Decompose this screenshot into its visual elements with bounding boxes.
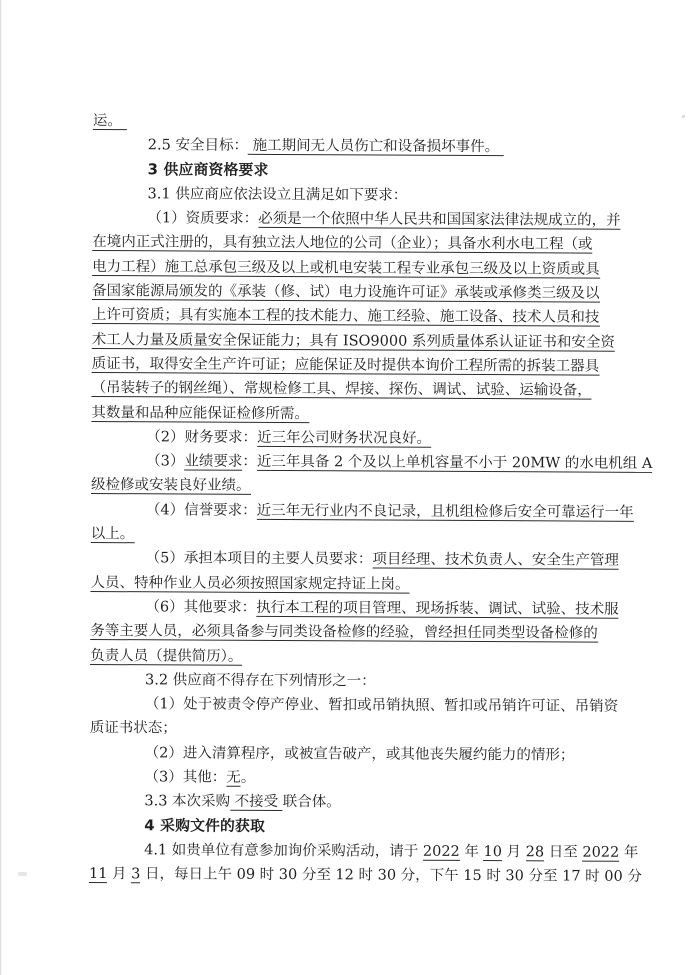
text-line xyxy=(93,133,623,160)
underlined-text: 在境内正式注册的，具有独立法人地位的公司（企业）；具备水利水电工程（或 xyxy=(92,234,593,254)
text-line xyxy=(91,425,621,452)
underlined-text: 28 xyxy=(525,844,545,861)
underlined-text: 2022 xyxy=(582,844,620,861)
underlined-text: 10 xyxy=(483,843,503,861)
underlined-text: 业绩要求 xyxy=(184,453,243,470)
text-segment: 3 供应商资格要求 xyxy=(147,160,269,179)
text-segment: （2）财务要求： xyxy=(146,429,258,446)
underlined-text: 上许可资质；具有实施本工程的技术能力、施工经验、施工设备、技术人员和技 xyxy=(91,307,600,327)
text-segment: 联合体。 xyxy=(282,794,341,811)
text-line xyxy=(92,255,622,282)
text-segment: 3.2 供应商不得存在下列情形之一： xyxy=(144,672,376,690)
text-line xyxy=(90,619,620,646)
text-line xyxy=(92,303,622,330)
text-segment: （3）其他： xyxy=(144,769,227,786)
text-line xyxy=(91,546,621,573)
underlined-text: 近三年无行业内不良记录，且机组检修后安全可靠运行一年 xyxy=(256,502,634,521)
text-line xyxy=(92,182,622,209)
underlined-text: 术工人力量及质量安全保证能力；具有 ISO9000 系列质量体系认证证书和安全资 xyxy=(91,331,615,351)
text-segment: （4）信誉要求： xyxy=(145,502,257,519)
scan-speck xyxy=(682,115,685,118)
underlined-text: 其数量和品种应能保证检修所需。 xyxy=(91,404,309,422)
underlined-text: 级检修或安装良好业绩。 xyxy=(90,477,251,495)
text-segment: 2.5 安全目标： xyxy=(147,137,249,155)
underlined-text: 不接受 xyxy=(230,794,283,811)
text-segment: 3.3 本次采购 xyxy=(144,793,231,811)
document-body xyxy=(88,109,653,889)
text-line xyxy=(92,230,622,257)
text-segment: （6）其他要求： xyxy=(145,599,257,616)
text-line xyxy=(92,279,622,306)
text-line xyxy=(89,838,639,865)
text-segment: 月 xyxy=(107,866,132,883)
text-line xyxy=(91,449,653,476)
text-line xyxy=(90,571,620,598)
text-segment: （3） xyxy=(146,453,185,470)
text-line xyxy=(91,473,621,500)
text-line xyxy=(91,376,621,403)
underlined-text: 运。 xyxy=(92,112,127,130)
text-segment: ： xyxy=(242,453,257,471)
underlined-text: 必须是一个依照中华人民共和国国家法律法规成立的，并 xyxy=(258,211,621,229)
text-line xyxy=(90,716,620,743)
text-line xyxy=(92,328,622,355)
underlined-text: 质证书，取得安全生产许可证；应能保证及时提供本询价工程所需的拆装工器具 xyxy=(91,355,600,375)
underlined-text: 施工期间无人员伤亡和设备损坏事件。 xyxy=(247,138,504,156)
text-line xyxy=(90,668,620,695)
text-segment: （1）处于被责令停产停业、暂扣或吊销执照、暂扣或吊销许可证、吊销资 xyxy=(144,696,619,715)
underlined-text: 人员、特种作业人员必须按照国家规定持证上岗。 xyxy=(90,574,410,593)
text-segment: （2）进入清算程序，或被宣告破产，或其他丧失履约能力的情形； xyxy=(144,744,575,764)
underlined-text: 近三年公司财务状况良好。 xyxy=(256,429,432,447)
underlined-text: 负责人员（提供简历）。 xyxy=(90,647,243,665)
underlined-text: 3 xyxy=(131,866,141,883)
text-segment: 3.1 供应商应依法设立且满足如下要求： xyxy=(147,186,408,204)
text-segment: 。 xyxy=(240,769,256,786)
text-line xyxy=(92,352,622,379)
text-segment: 日，每日上午 09 时 30 分至 12 时 30 分，下午 15 时 30 分至 17 时 00 分 xyxy=(140,866,642,886)
scan-edge-artifact xyxy=(0,0,2,975)
section-heading-line xyxy=(93,158,623,185)
text-line xyxy=(93,109,623,136)
text-line xyxy=(89,789,619,816)
section-heading-line xyxy=(89,814,619,841)
underlined-text: 2022 xyxy=(422,843,460,860)
text-line xyxy=(92,206,622,233)
underlined-text: 执行本工程的项目管理、现场拆装、调试、试验、技术服 xyxy=(256,599,619,618)
underlined-text: 务等主要人员，必须具备参与同类设备检修的经验，曾经担任同类型设备检修的 xyxy=(90,623,598,642)
scan-smudge xyxy=(18,872,27,876)
text-line xyxy=(91,498,634,525)
text-line xyxy=(90,595,620,622)
text-segment: （5）承担本项目的主要人员要求： xyxy=(145,550,373,568)
text-segment: 日至 xyxy=(544,844,583,861)
underlined-text: 以上。 xyxy=(90,526,135,543)
text-segment: （1）资质要求： xyxy=(147,210,259,228)
underlined-text: （吊装转子的钢丝绳）、常规检修工具、焊接、探伤、调试、试验、运输设备， xyxy=(91,380,592,399)
text-line xyxy=(90,741,620,768)
underlined-text: 电力工程）施工总承包三级及以上或机电安装工程专业承包三级及以上资质或具 xyxy=(92,258,600,278)
text-segment: 4 采购文件的获取 xyxy=(144,816,266,835)
underlined-text: 备国家能源局颁发的《承装（修、试）电力设施许可证》承装或承修类三级及以 xyxy=(92,283,600,302)
underlined-text: 近三年具备 2 个及以上单机容量不小于 20MW 的水电机组 A xyxy=(256,454,653,473)
text-line xyxy=(89,765,619,792)
text-line xyxy=(90,644,620,671)
text-segment: 质证书状态； xyxy=(89,720,177,737)
text-segment: 月 xyxy=(501,844,526,861)
text-line xyxy=(88,862,642,889)
text-line xyxy=(91,401,621,428)
text-segment: 4.1 如贵单位有意参加询价采购活动，请于 xyxy=(144,842,423,860)
underlined-text: 11 xyxy=(88,866,108,883)
text-line xyxy=(91,522,621,549)
text-line xyxy=(90,692,620,719)
underlined-text: 无 xyxy=(226,769,241,786)
underlined-text: 项目经理、技术负责人、安全生产管理 xyxy=(372,551,619,570)
text-segment: 年 xyxy=(619,844,639,861)
text-segment: 年 xyxy=(459,843,484,860)
